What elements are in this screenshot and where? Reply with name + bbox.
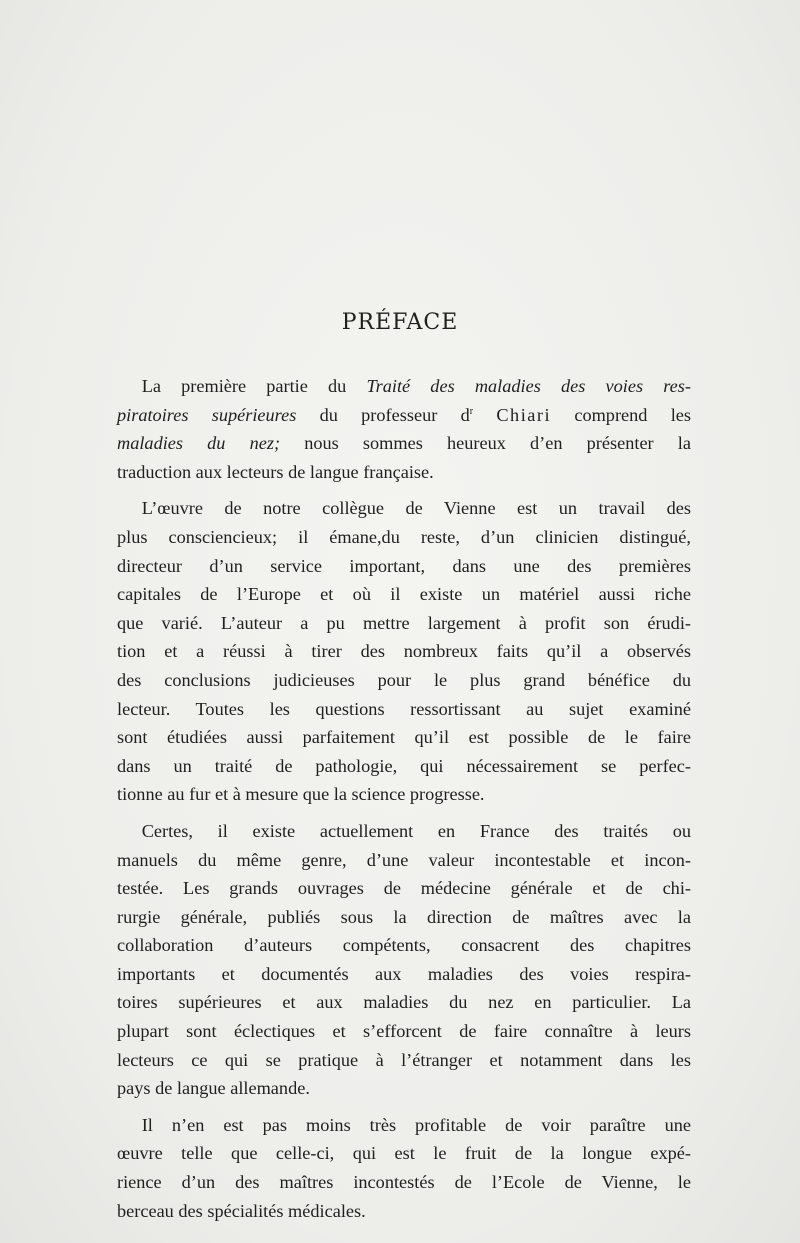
text-segment: testée. Les grands ouvrages de médecine générale et de chi-: [117, 878, 691, 899]
text-line: [117, 523, 691, 552]
text-line: [117, 609, 691, 638]
text-segment: La première partie du: [141, 376, 367, 396]
text-line: [117, 637, 691, 666]
text-segment: Il n’en est pas moins très profitable de voir paraître une: [141, 1114, 691, 1135]
text-line: [117, 401, 691, 430]
text-line: [117, 580, 691, 609]
text-segment: tion et a réussi à tirer des nombreux faits qu’il a observés: [117, 641, 691, 662]
text-line: [117, 494, 691, 523]
text-segment: œuvre telle que celle-ci, qui est le fruit de la longue expé-: [117, 1143, 691, 1164]
text-segment: nous sommes heureux d’en présenter la: [280, 433, 691, 454]
text-segment: [473, 405, 496, 425]
text-segment: Chiari: [496, 404, 552, 425]
paragraph: [117, 494, 691, 809]
text-line: [117, 666, 691, 695]
text-segment: du professeur d: [296, 404, 470, 425]
text-segment: traduction aux lecteurs de langue française.: [117, 461, 434, 482]
text-line: [117, 458, 691, 487]
text-line: [117, 695, 691, 724]
text-line: [117, 988, 691, 1017]
text-line: [117, 780, 691, 809]
paragraph: [117, 1111, 691, 1225]
text-segment: Certes, il existe actuellement en France des traités ou: [141, 820, 691, 841]
text-segment: dans un traité de pathologie, qui nécessairement se perfec-: [117, 755, 691, 776]
text-line: [117, 1074, 691, 1103]
text-segment: L’œuvre de notre collègue de Vienne est un travail des: [141, 498, 691, 519]
text-segment: des conclusions judicieuses pour le plus grand bénéfice du: [117, 669, 691, 690]
text-segment: pays de langue allemande.: [117, 1078, 310, 1099]
page-title: PRÉFACE: [341, 310, 459, 335]
text-line: [117, 903, 691, 932]
text-line: [117, 723, 691, 752]
text-line: [117, 874, 691, 903]
paragraph: [117, 817, 691, 1103]
text-line: [117, 1111, 691, 1140]
text-line: [117, 960, 691, 989]
italic-text: maladies du nez;: [117, 433, 281, 454]
text-line: [117, 817, 691, 846]
text-segment: importants et documentés aux maladies des voies respira-: [117, 963, 691, 984]
text-segment: lecteurs ce qui se pratique à l’étranger et notamment dans les: [117, 1049, 691, 1070]
text-line: [117, 1168, 691, 1197]
text-line: [117, 1046, 691, 1075]
text-segment: plupart sont éclectiques et s’efforcent de faire connaître à leurs: [117, 1021, 691, 1042]
text-line: [117, 429, 691, 458]
text-segment: rurgie générale, publiés sous la direction de maîtres avec la: [117, 906, 691, 927]
superscript: r: [469, 405, 474, 417]
text-line: [117, 752, 691, 781]
text-line: [117, 1017, 691, 1046]
text-segment: toires supérieures et aux maladies du nez en particulier. La: [117, 992, 691, 1013]
text-segment: que varié. L’auteur a pu mettre largement à profit son érudi-: [117, 612, 691, 633]
text-segment: collaboration d’auteurs compétents, consacrent des chapitres: [117, 935, 691, 956]
text-line: [117, 1139, 691, 1168]
text-segment: berceau des spécialités médicales.: [117, 1200, 366, 1221]
text-line: [117, 372, 691, 401]
text-segment: capitales de l’Europe et où il existe un matériel aussi riche: [117, 584, 691, 605]
preface-body: [117, 372, 691, 1233]
text-segment: comprend les: [551, 404, 692, 425]
text-segment: directeur d’un service important, dans une des premières: [117, 555, 691, 576]
text-segment: manuels du même genre, d’une valeur incontestable et incon-: [117, 849, 691, 870]
text-segment: sont étudiées aussi parfaitement qu’il est possible de le faire: [117, 727, 691, 748]
italic-text: Traité des maladies des voies res-: [366, 376, 691, 396]
italic-text: piratoires supérieures: [117, 404, 297, 425]
text-segment: lecteur. Toutes les questions ressortissant au sujet examiné: [117, 698, 691, 719]
text-line: [117, 846, 691, 875]
paragraph: [117, 372, 691, 486]
text-segment: rience d’un des maîtres incontestés de l’Ecole de Vienne, le: [117, 1172, 691, 1193]
text-line: [117, 1197, 691, 1226]
text-line: [117, 552, 691, 581]
text-segment: plus consciencieux; il émane,du reste, d’un clinicien distingué,: [117, 526, 691, 547]
text-line: [117, 931, 691, 960]
text-segment: tionne au fur et à mesure que la science progresse.: [117, 784, 485, 805]
